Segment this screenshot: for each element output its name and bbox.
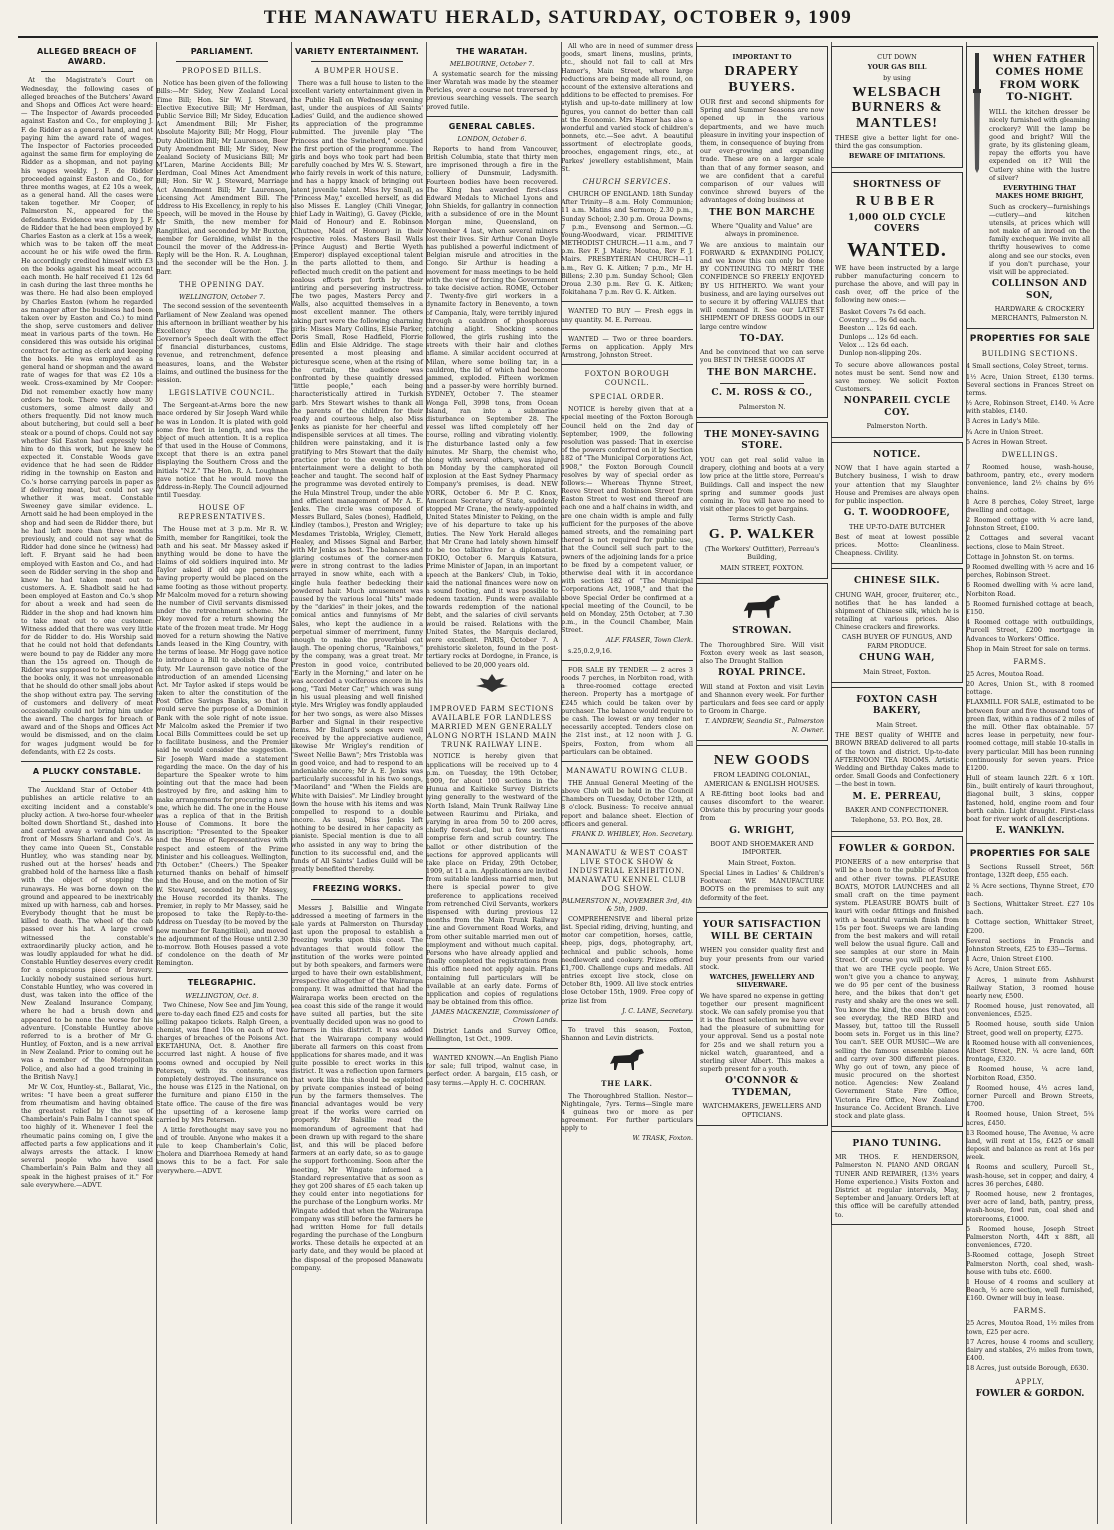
list-item: 5 Roomed house, south side Union Street, good well on property, £275. (966, 1020, 1094, 1037)
list-item: 1 Acre, Union Street £100. (966, 955, 1054, 964)
ad-body: WE have been instructed by a large rubber manufacturing concern to purchase the above, and will pay in cash over, off the price of the following new ones:— (835, 263, 959, 305)
ad-subtitle: 1,000 OLD CYCLE COVERS (848, 212, 946, 235)
ad-body: THESE give a better light for one-third the gas consumption. (835, 134, 959, 151)
article-heading: GENERAL CABLES. (448, 121, 536, 131)
property-heading: PROPERTIES FOR SALE (969, 333, 1091, 344)
price-item: Coventry ... 9s 6d each. (839, 315, 917, 324)
dateline: PALMERSTON N., NOVEMBER 3rd, 4th & 5th, 1909. (561, 896, 693, 914)
classified-ad: WANTED — Two or three boarders. Terms on application. Apply Mrs Armstrong, Johnston Street. (561, 334, 693, 360)
article-body: All who are in need of summer dress goods, smart linens, muslins, prints, etc., should not fail to call at Mrs Hamer's, Main Street, where large reductions are being made all round, on account of the extensive alterations and additions to be effected to premises. For stylish and up-to-date millinery at low figures, you cannot do better than call at the Economic. Mrs Hamer has also a wonderful and varied stock of children's bonnets, etc.—See advt. A beautiful assortment of electroplate goods, brooches, engagement rings, etc., at Parkes' jewellery establishment, Main St. (561, 42, 693, 173)
ad-subtitle: Main Street. (876, 720, 918, 729)
ad-subtitle: HARDWARE & CROCKERY MERCHANTS, Palmerston N. (991, 305, 1088, 322)
ad-body: Will stand at Foxton and visit Levin and Shannon every week. For further particulars and fees see card or apply to Groom in Charge. (700, 682, 824, 716)
ad-place: MAIN STREET, FOXTON. (720, 563, 804, 572)
property-subheading: FARMS. (1013, 1307, 1047, 1316)
ad-headline: CHINESE SILK. (854, 575, 940, 586)
notice-footer: s.25,0.2,9,16. (568, 646, 612, 655)
list-item: Cottage in Johnston St. on terms. (966, 552, 1075, 561)
list-item: 4 Small sections, Coley Street, terms. (966, 362, 1089, 371)
gas-mantle-ad (831, 46, 963, 168)
horse-icon (604, 1046, 650, 1074)
ad-body: To secure above allowances postal notes must be sent. Send now and save money. We solicit Foxton Customers. (835, 360, 959, 394)
list-item: Hull of steam launch 22ft. 6 x 10ft. 6in., built entirely of kauri throughout, diagonal built, 3 skins, copper fastened, hold, engine room and four berth cabin. Light draught. First-class boat for river work of all descriptions. (966, 774, 1094, 824)
ad-company: C. M. ROSS & CO., (711, 388, 813, 399)
ad-subtitle: WATCHES, JEWELLERY AND SILVERWARE. (709, 972, 815, 990)
article-body: The Auckland Star of October 4th publishes an article relative to an exciting incident and a constable's plucky action. A two-horse four-wheeler bolted down Shortland St., dashed into and carried away a verandah post in front of Messrs Sharland and Co's. As they came into Queen St., Constable Huntley, who was standing near by, rushed out at the horses' heads and grabbed hold of the harness like a flash with the object of stopping the runaways. He was borne down on the ground and appeared to be inextricably mixed up with harness, cab and horses. Everybody thought that he must be killed to death. The wheel of the cab passed over his hat. A large crowd witnessed the constable's extraordinarily plucky action, and he was loudly applauded for what he did. Constable Huntley deserves every credit for a conspicuous piece of bravery. Luckily nobody sustained serious hurt. Constable Huntley, who was covered in dust, was taken into the office of the New Zealand Insurance Company, where he had a brush down and appeared to be none the worse for his adventure. [Constable Huntley above referred to is a brother of Mr G. Huntley, of Foxton, and is a new arrival in New Zealand. Prior to coming out he was a member of the Metropolitan Police, and also had a good training in the British Navy.] (21, 786, 153, 1081)
list-item: Shop in Main Street for sale on terms. (966, 644, 1091, 653)
notice-heading: IMPROVED FARM SECTIONS AVAILABLE FOR LANDLESS MARRIED MEN GENERALLY ALONG NORTH ISLAND MAIN TRUNK RAILWAY LINE. (426, 704, 558, 749)
article-heading: TELEGRAPHIC. (187, 978, 257, 988)
section-heading: PROPOSED BILLS. (182, 67, 262, 76)
ad-body: A RE-fitting boot looks bad and causes discomfort to the wearer. Obviate this by procuring your goods from (700, 789, 824, 823)
ad-store-name: G. T. WOODROOFE, (843, 508, 951, 519)
ad-store-name: COLLINSON AND SON, (991, 279, 1088, 301)
ad-headline: NOTICE. (873, 449, 921, 460)
ad-kicker: CUT DOWN (877, 53, 917, 61)
ad-kicker: IMPORTANT TO (732, 53, 792, 61)
ad-store-name: CHUNG WAH, (859, 653, 935, 664)
notice-heading: FOXTON BOROUGH COUNCIL. (584, 370, 670, 388)
ad-headline: FOWLER & GORDON. (838, 843, 956, 854)
church-services: CHURCH OF ENGLAND. 18th Sunday After Trinity—8 a.m. Holy Communion; 11 a.m. Matins and Sermon; 2.30 p.m., Sunday School; 2.30 p.m. Oroua Downs; 7 p.m., Evensong and Sermon.—G. Young-Woodward, vicar. PRIMITIVE METHODIST CHURCH.—11 a.m., and 7 p.m. Rev F. J. Mairs; Moutoa, Rev F. J. Mairs. PRESBYTERIAN CHURCH—11 a.m., Rev G. K. Aitken; 7 p.m., Mr H. Billens; 2.30 p.m. Sunday School; Glen Oroua 2.30 p.m. Rev G. K. Aitken; Tokitahana 7 p.m. Rev G. K. Aitken. (561, 189, 693, 297)
property-list (966, 1319, 1094, 1372)
notice-body: COMPREHENSIVE and liberal prize list. Special riding, driving, hunting, and motor car competition, horses, cattle, sheep, pigs, dogs, photography, art, technical and public schools, home needlework and cookery. Prizes offered £1,700. Challenge cups and medals. All entries except live stock, close on October 8th, 1909. All live stock entries close October 15th, 1909. Free copy of prize list from (561, 914, 693, 1005)
list-item: 7 Roomed house, new 2 frontages, over acre of land, bath, pantry, press, wash-house, fowl run, coal shed and storerooms, £1000. (966, 1190, 1094, 1223)
ad-store-name: O'CONNOR & TYDEMAN, (725, 1076, 799, 1098)
property-subheading: FARMS. (1013, 657, 1047, 666)
article-heading: FREEZING WORKS. (312, 884, 402, 894)
ad-subtitle: FROM LEADING COLONIAL, AMERICAN & ENGLISH HOUSES. (704, 771, 820, 788)
ad-body: And be convinced that we can serve you BEST IN THESE GOODS AT (700, 348, 824, 365)
masthead (18, 6, 1098, 38)
column-1 (18, 42, 157, 1524)
divider (561, 364, 693, 365)
list-item: 4 Roomed cottage with outbuildings, Purcell Street, £200 mortgage in Advances to Workers' Office. (966, 618, 1094, 643)
piano-tuning-ad (831, 1131, 963, 1226)
ad-body: CHUNG WAH, grocer, fruiterer, etc., notifies that he has landed a shipment of Chinese silk, which he is retailing at various prices. Also Chinese crackers and fireworks. (835, 590, 959, 632)
divider (561, 761, 693, 762)
ad-body: OUR first and second shipments for Spring and Summer Seasons are now opened up in the various departments, and we have much pleasure in inviting your inspection of them, in consequence of buying from our ever-growing and expanding trade. These are on a larger scale than that of any former season, and we are confident that a careful comparison of our values will convince shrewd buyers of the advantages of doing business at (700, 98, 824, 205)
ad-emphasis: TO-DAY. (739, 333, 785, 344)
ad-headline: RUBBER (855, 194, 939, 210)
section-heading: THE OPENING DAY. (179, 280, 265, 289)
article-heading: VARIETY ENTERTAINMENT. (294, 47, 420, 56)
article-body: Reports to hand from Vancouver, British Columbia, state that thirty men are imprisoned through a fire in the colliery of Dunsmuir, Ladysmith. Fourteen bodies have been recovered. The King has awarded first-class Edward Medals to Michael Lyons and John Shields, for gallantry in connection with a subsidence of ore in the Mount Morgan mine, Queensland, on November 4 last, when several miners lost their lives. Sir Arthur Conan Doyle has published a powerful indictment of Belgian misrule and atrocities in the Congo. Sir Arthur is heading a movement for mass meetings to be held with the view of forcing the Government to take decisive action. ROME, October 7. Twenty-five girl workers in a dynamite factory in Benevento, a town of Campania, Italy, were terribly injured through a cauldron of phosphorous catching alight. Shocking scenes followed, the girls rushing into the streets with their hair and clothes aflame. A similar accident occurred at Milan, where some boiling tar, in a cauldron, the lid of which had become jammed, exploded. Fifteen workmen and a passer-by were horribly burned. SYDNEY, October 7. The steamer Wonga Fell, 3998 tons, from Ocean Island, ran into a submarine disturbance on September 28. The vessel was lifted completely off her course, rolling and vibrating violently. The disturbance lasted only a few minutes. Mr Sharp, the chemist who, along with several others, was injured on Monday by the camphorated oil explosion at the East Sydney Pharmacy Company's premises, is dead. NEW YORK, October 6. Mr P. C. Knox, American Secretary of State, suddenly stopped Mr Crane, the newly-appointed United States Minister to Peking, on the eve of his departure to take up his duties. The New York Herald alleges that Mr Crane had lately shown himself to be too talkative for a diplomatist. TOKIO, October 6. Marquis Katsura, Prime Minister of Japan, in an important speech at the Bankers' Club, in Tokio, said the national finances were now on a sound footing, and it was possible to redeem taxation. Funds were available towards redemption of the national debt, and the salaries of civil servants would be raised. Relations with the United States, the Marquis declared, were excellent. PARIS, October 7. A prehistoric skeleton, found in the post-tertiary rocks at Dordogne, in France, is believed to be 20,000 years old. (426, 144, 558, 669)
list-item: 18 Acres, just outside Borough, £630. (966, 1364, 1089, 1373)
list-item: 2 Roomed cottage with ¼ acre land, Johnston Street, £100. (966, 516, 1094, 533)
price-item: Basket Covers 7s 6d each. (839, 307, 926, 316)
notice-signature: JAMES MACKENZIE, Commissioner of Crown Lands. (431, 1008, 558, 1025)
list-item: ½ Acre, Union Street £65. (966, 965, 1052, 974)
boots-ad (696, 745, 828, 908)
article-body: Notice has been given of the following Bills:—Mr Sidey, New Zealand Local Time Bill; Hon. Sir W. J. Steward, Elective Executive Bill; Mr Herdman, Public Service Bill; Mr Sidey, Education Act Amendment Bill; Mr Fisher, Absolute Majority Bill; Mr Hogg, Flour Duty Abolition Bill; Mr Laurenson, Beer Duty Amendment Bill; Mr Sidey, New Zealand Society of Musicians Bill; Mr M'Laren, Marine Accidents Bill; Mr Herdman, Coal Mines Act Amendment Bill; Hon. Sir W. J. Steward, Marriage Act Amendment Bill; Mr Laurenson, Licensing Act Amendment Bill. The address to His Excellency, in reply to his Speech, will be moved in the House by Mr Smith, the new member for Rangitikei, and seconded by Mr Buxton, member for Geraldine, whilst in the Council the mover of the Address-in-Reply will be the Hon. R. A. Loughnan, and the seconder will be the Hon. J. Barr. (156, 79, 288, 276)
list-item: 1½ Acre, Union Street, £130 terms. Several sections in Frances Street on terms. (966, 372, 1094, 397)
list-item: 20 Acres, Union St., with 8 roomed cottage. (966, 680, 1094, 697)
divider (561, 1020, 693, 1021)
price-item: Velox ... 12s 6d each. (839, 340, 909, 349)
notice-heading: MANAWATU & WEST COAST LIVE STOCK SHOW & INDUSTRIAL EXHIBITION. MANAWATU KENNEL CLUB DOG SHOW. (565, 849, 689, 893)
divider (41, 781, 133, 782)
ad-body: WHEN you consider quality first and buy your presents from our varied stock. (700, 946, 824, 971)
knife-icon (970, 53, 984, 175)
divider (561, 329, 693, 330)
section-heading: HOUSE OF REPRESENTATIVES. (178, 504, 266, 522)
list-item: 3 Sections, Whittaker Street. £27 10s each. (966, 900, 1094, 917)
advertisement-text: Mr W. Cox, Huntley-st., Ballarat, Vic., writes: "I have been a great sufferer from rheumatism and having obtained the greatest relief by the use of Chamberlain's Pain Balm I cannot speak too highly of it. Whenever I feel the rheumatic pains coming on, I give the affected parts a few applications and it always arrests the attack. I know several people who have used Chamberlain's Pain Balm and they all speak in the highest praises of it." For sale everywhere.—ADVT. (21, 1082, 153, 1189)
article-heading: PARLIAMENT. (190, 47, 254, 56)
ad-body: Such as crockery—furnishings—cutlery—and kitchen utensils, at prices which will not make of an inroad on the family exchequer. We invite all thrifty housewives to come along and see our stocks, even if you don't purchase, your visit will be appreciated. (989, 202, 1090, 276)
divider (561, 660, 693, 661)
column-6 (693, 42, 832, 1524)
ad-place: Palmerston North. (866, 422, 928, 431)
ad-headline: DRAPERY BUYERS. (724, 64, 800, 95)
notice-subheading: SPECIAL ORDER. (589, 393, 665, 402)
ad-headline: FOXTON CASH BAKERY, (856, 694, 938, 717)
ad-headline: THE MONEY-SAVING STORE. (704, 429, 820, 452)
stallion-name: THE LARK. (601, 1078, 653, 1088)
ad-motto: Where "Quality and Value" are always in prominence. (711, 222, 813, 239)
dateline: WELLINGTON, Oct. 8. (185, 991, 259, 1000)
cycle-covers-ad (831, 172, 963, 438)
divider (311, 899, 403, 900)
list-item: 25 Acres, Moutoa Road. (966, 669, 1044, 678)
stallion-name: ROYAL PRINCE. (718, 668, 806, 679)
ad-subtitle: THE UP-TO-DATE BUTCHER (849, 522, 945, 531)
stallion-ad: To travel this season, Foxton, Shannon and Levin districts. (561, 1026, 693, 1043)
article-heading: A PLUCKY CONSTABLE. (32, 767, 142, 777)
ad-body: MR THOS. F. HENDERSON, Palmerston N. PIANO AND ORGAN TUNER AND REPAIRER, (13½ years Home experience.) Visits Foxton and District at regular intervals, May, September and January. Orders left at this office will be carefully attended to. (835, 1153, 959, 1219)
ad-store-name: G. WRIGHT, (729, 825, 795, 836)
notice-signature: FRANK D. WHIBLEY, Hon. Secretary. (571, 829, 693, 838)
list-item: 8 Roomed house, ¼ acre land, Norbiton Road, £350. (966, 1065, 1094, 1082)
ad-subtitle: WATCHMAKERS, JEWELLERS AND OPTICIANS. (702, 1102, 822, 1119)
ad-body: PIONEERS of a new enterprise that will be a boon to the public of Foxton and other river towns. PLEASURE BOATS, MOTOR LAUNCHES and all small craft on the time payment system. PLEASURE BOATS built of kauri with cedar fittings and finished with a beautiful varnish finish from 15s per foot. Sweeps we are landing from the best makers and will retail well below the usual figure. Call and see samples at our store in Main Street. Of course you will not forget that we are THE cycle people. We won't give you a chance to anyway, we do 95 per cent of the business here, and the bikes that don't get rusty and shaky are the ones we sell. You know the kind, the ones that you see everyday, the RED BIRD and Massey, but, tattoo till the Russell boom sets in. Forget us in this line? You can't. SEE OUR MUSIC—We are selling the famous ensemble pianos and carry over 300 different pieces. Why go out of town, any piece of music procured on the shortest notice. Agencies: New Zealand Government State Fire Office, Victoria Fire Office, New Zealand Insurance Co. Accident Branch. Live stock and plate glass. (835, 858, 959, 1121)
list-item: 7 Acres, 1 minute from Ashhurst Railway Station, 3 roomed house nearly new, £500. (966, 975, 1094, 1000)
stallion-details: The Thoroughbred Stallion. Nestor—Nightingale, 7yrs. Terms—Single mare 4 guineas two or more as per agreement. For further particulars apply to (561, 1091, 693, 1133)
ad-subtitle: BAKER AND CONFECTIONER. (845, 806, 949, 815)
article-body: A systematic search for the missing liner Waratah was made by the steamer Pericles, over a course not traversed by previous searching vessels. The search proved futile. (426, 69, 558, 111)
list-item: 7 Roomed house, wash-house, bathroom, pantry, etc., every modern convenience, land 2½ chains by 6½ chains. (966, 462, 1094, 496)
column-8 (963, 42, 1098, 1524)
divider (21, 761, 153, 762)
ad-place: Main Street, Foxton. (863, 667, 931, 676)
property-list (966, 863, 1094, 1302)
crockery-ad (966, 46, 1094, 329)
list-item: FLAXMILL FOR SALE, estimated to be between four and five thousand tons of green flax, within a radius of 2 miles of the mill. Other flax obtainable. 57 acres lease in perpetuity, new four-roomed cottage, mill stable 10-stalls in every particular. Mill has been running continuously for seven years. Price £1200. (966, 698, 1094, 772)
notice-body: NOTICE is hereby given that at a special meeting of the Foxton Borough Council held on the 2nd day of September, 1909, the following resolution was passed: That in exercise of the powers conferred on it by Section 182 of "The Municipal Corporations Act, 1908," the Foxton Borough Council resolves by way of special order as follows:— Whereas Thynne Street, Reeve Street and Robinson Street from Easton Street to west end thereof are each one and a half chains in width, and are one chain width is ample and fully sufficient for the purposes of the above named streets, and the remaining part thereof is not required for public use, that the Council sell such part to the owners of the adjoining lands for a price to be fixed by a competent valuer, or otherwise deal with it in accordance with section 182 of "The Municipal Corporations Act, 1908," and that the above Special Order be confirmed at a special meeting of the Council, to be held on Monday, 25th October, at 7.30 p.m., in the Council Chamber, Main Street. (561, 405, 693, 635)
stallion-name: STROWAN. (732, 626, 792, 637)
article-body: There was a full house to listen to the excellent variety entertainment given in the Public Hall on Wednesday evening last, under the auspices of All Saints' Ladies' Guild, and the audience showed its appreciation of the programme submitted. The juvenile play "The Princess and the Swineherd," occupied the first portion of the programme. The girls and boys who took part had been carefully coached by Mrs W. S. Stewart, who fairly revels in work of this nature, and has a happy knack of bringing out latent juvenile talent. Miss Ivy Small, as "Princess May," excelled herself, as did also Misses E. Langley (Chili Vinegar, chief Lady in Waiting), G. Gavey (Pickle, Maid of Honour) and E. Robinson (Chutnee, Maid of Honour) in their respective roles. Masters Basil Walls (Prince August) and Bertie Wyeth (Emperor) displayed exceptional talent in the parts allotted to them, and reflected much credit on the patient and zealous efforts put forth by their untiring and persevering instructress. The two pages, Masters Percy and Walls, also acquitted themselves in a most excellent manner. The others taking part were the following charming girls: Misses Mary Collins, Elsie Parker, Doris Small, Rose Hadfield, Florrie Edlin and Elsie Aldridge. The stage presented a most pleasing and picturesque scene, when at the rising of the curtain, the audience was confronted by these quaintly dressed "little people," each being characteristically attired in Turkish garb. Mrs Stewart wishes to thank all the parents of the children for their ready and courteous help, also Miss Jenks as pianiste for her cheerful and indispensible services at all times. The children were painstaking, and it is gratifying to Mrs Stewart that the daily practice prior to the evening of the entertainment were a delight to both teacher and taught. The second half of the programme was devoted entirely to the Hula Minstrel Troup, under the able and efficient management of Mr A. E. Jenks. The circle was composed of Messrs Bullard, Sales (bones), Hadfield, Lindley (tambos.), Preston and Wrigley; Mesdames Tristobla, Wrigley, Clemett, Healey, and Misses Signal and Barber, with Mr Jenks as host. The balances and glaring costumes of the corner-men were in strong contrast to the ladies arrayed in snow white, each with a single hula feather bedecking their powdered hair. Much amusement was caused by the various local "hits" made by the "darkies" in their jokes, and the comical antics and funnyisms of Mr Sales, who kept the audience in a perpetual simmer of merriment, funny enough to make the proverbial cat laugh. The opening chorus, "Rainbows," by the company, was a great treat. Mr Preston in good voice, contributed "Early in the Morning," and later on he was accorded a vociferous encore in his song, "Taxi Meter Car," which was sung in his usual pleasing and well finished style. Mrs Wrigley was fondly applauded for her two songs, as were also Misses Barber and Signal in their respective items. Mr Bullard's songs were well received by the appreciative audience, likewise Mr Wrigley's rendition of "Sweet Nellie Bawn"; Mrs Tristobla was in good voice, and had to respond to an undeniable encore; Mr A. E. Jenks was particularly successful in his two songs, "Maoriland" and "When the Fields are White with Daisies". Mr Lindley brought down the house with his items and was compelled to respond to a double encore. As usual, Miss Jenks left nothing to be desired in her capacity as pianiste. Special mention is due to all who assisted in any way to bring the function to its successful end, and the funds of All Saints' Ladies Guild will be greatly benefited thereby. (291, 79, 423, 874)
ad-place: Main Street, Foxton. (728, 858, 796, 867)
list-item: Several sections in Francis and Johnston Streets, £25 to £35—Terms. (966, 936, 1094, 953)
list-item: 1 Cottage section, Whittaker Street, £200. (966, 918, 1094, 935)
notice-signature: ALF. FRASER, Town Clerk. (605, 636, 693, 645)
agent-name: E. WANKLYN. (995, 826, 1065, 837)
crest-icon (426, 672, 558, 700)
list-item: ¾ Acre in Union Street. (966, 427, 1044, 436)
list-item: 9 Roomed dwelling with ½ acre and 16 perches, Robinson Street. (966, 563, 1094, 580)
divider (561, 301, 693, 302)
notice-body: THE Annual General Meeting of the above Club will be held in the Council Chambers on Tuesday, October 12th, at 8 o'clock. Business: To receive annual report and balance sheet. Election of officers and general. (561, 778, 693, 828)
list-item: 2 ¼ Acre sections, Thynne Street, £70 each. (966, 881, 1094, 898)
section-heading: LEGISLATIVE COUNCIL. (168, 389, 276, 398)
ad-kicker: SHORTNESS OF (852, 179, 942, 190)
property-subheading: BUILDING SECTIONS. (981, 350, 1079, 359)
notice-body: NOTICE is hereby given that applications will be received up to 4 p.m. on Tuesday, the 19th October, 1909, for about 100 sections in the Hunua and Kaitieke Survey Districts lying generally to the westward of the North Island, Main Trunk Railway Line between Raurimu and Piriaka, and varying in area from 50 to 200 acres, chiefly forest-clad, but a few sections comprise fern and scrub country. The ballot or other distribution of the sections for approved applicants will take place on Friday, 29th October, 1909, at 11 a.m. Applications are invited from suitable landless married men, but there is special power to give preference to applications received from retrenched Civil Servants, workers dispensed with during previous 12 months from the Main Trunk Railway Line and Government Road Works, and from other suitable married men out of employment and without much capital. Persons who have already applied and finally completed the registrations from this office need not apply again. Plans containing full particulars will be available at an early date. Forms of application and copies of regulations may be obtained from this office. (426, 752, 558, 1007)
list-item: 3 Sections Russell Street, 56ft frontage, 132ft deep, £55 each. (966, 863, 1094, 880)
list-item: 6 Roomed dwelling with ¼ acre land, Norbiton Road. (966, 581, 1094, 598)
notice-footer: District Lands and Survey Office, Wellington, 1st Oct., 1909. (426, 1026, 558, 1043)
article-body: The second session of the seventeenth Parliament of New Zealand was opened this afternoon in brilliant weather by his Excellency the Governor. The Governor's Speech dealt with the effect of financial disturbances, customs, revenue, and retrenchment, defence measures, loans, and the Webster claims, and outlined the business for the session. (156, 302, 288, 385)
article-heading: ALLEGED BREACH OF AWARD. (37, 47, 137, 67)
column-2 (153, 42, 292, 1524)
advertisement-text: A little forethought may save you no end of trouble. Anyone who makes it a rule to keep Chamberlain's Colic, Cholera and Diarrhoea Remedy at hand knows this to be a fact. For sale everywhere.—ADVT. (156, 1125, 288, 1175)
ad-headline: YOUR SATISFACTION WILL BE CERTAIN (702, 920, 822, 942)
section-heading: CHURCH SERVICES. (582, 178, 672, 186)
ad-store-name: M. E. PERREAU, (852, 791, 942, 802)
ad-body: THE BEST quality of WHITE and BROWN BREAD delivered to all parts of the town and district. Up-to-date AFTERNOON TEA ROOMS. Artistic Wedding and Birthday Cakes made to order. Small Goods and Confectionery—the best in town. (835, 731, 959, 789)
price-list (839, 308, 955, 358)
list-item: 3 Acres in Lady's Mile. (966, 417, 1040, 426)
dateline: WELLINGTON, October 7. (179, 292, 265, 301)
property-heading: PROPERTIES FOR SALE (969, 848, 1091, 859)
article-heading: THE WARATAH. (456, 47, 528, 56)
bakery-ad (831, 687, 963, 832)
divider (291, 878, 423, 879)
notice-signature: J. C. LANE, Secretary. (622, 1006, 693, 1015)
property-subheading: DWELLINGS. (1001, 451, 1059, 459)
apply-label: APPLY, (1015, 1377, 1045, 1386)
list-item: 25 Acres, Moutoa Road, 1½ miles from town, £25 per acre. (966, 1319, 1094, 1336)
horse-icon (737, 592, 787, 622)
list-item: 5 Roomed furnished cottage at beach, £150. (966, 599, 1094, 616)
article-body: The Sergeant-at-Arms bore the new mace ordered by Sir Joseph Ward while he was in London. It is plated with gold some five feet in length, and was the object of much attention. It is a replica of that used in the House of Commons, except that there is an extra panel displaying the Southern Cross and the initials "N.Z." The Hon. R. A. Loughnan gave notice that he would move the Address-in-Reply. The Council adjourned until Tuesday. (156, 401, 288, 500)
divider (426, 1048, 558, 1049)
article-body: The House met at 3 p.m. Mr R. W. Smith, member for Rangitikei, took the oath and his seat. Mr Massey asked if anything would be done to have the claims of old soldiers inquired into. Mr Taylor asked if old age pensioners having property would be placed on the same footing as those without property. Mr Malcolm moved for a return showing the number of Civil servants dismissed under the retrenchment scheme. Mr Okey moved for a return showing the state of the frozen meat trade. Mr Hogg moved for a return showing the Native Lands leased in the King Country, with the terms of lease. Mr Hogg gave notice to introduce a Bill to abolish the flour duty. Mr Laurenson gave notice of the introduction of an amended Licensing Act. Mr Taylor asked if steps would be taken to alter the constitution of the Post Office Savings Banks, so that it would serve the purpose of a Dominion Bank with the sole right of note issue. Mr Malcolm asked the Premier if two Local Bills Committees could be set up to facilitate business, and the Premier said he would consider the suggestion. Sir Joseph Ward made a statement regarding the mace. On the day of his departure the Speaker wrote to him pointing out that the mace had been destroyed by fire, and asking him to make arrangements for procuring a new one, which he did. The one in the House was a replica of that in the British House of Commons. It bore the inscription: "Presented to the Speaker and the House of Representatives with respect and esteem of the Prime Minister and his colleagues. Wellington, 7th October." (Cheers.) The Speaker returned thanks on behalf of himself and the House, and on the motion of Sir W. Steward, seconded by Mr Massey, the House recorded its thanks. The Premier, in reply to Mr Massey, said he proposed to take the Reply-to-the-Address on Tuesday (to be moved by the new member for Rangitikei), and moved the adjournment of the House until 2.30 to-morrow. Both Houses passed a vote of condolence on the death of Mr Remington. (156, 525, 288, 968)
divider (311, 61, 403, 62)
ad-place: Palmerston N. (738, 402, 786, 411)
drapery-ad (696, 46, 828, 418)
ad-store-name: THE BON MARCHE (708, 207, 816, 218)
ad-store-name: NONPAREIL CYCLE COY. (843, 396, 951, 418)
ad-subtitle: BOOT AND SHOEMAKER AND IMPORTER. (710, 840, 814, 857)
ad-body: Special Lines in Ladies' & Children's Footwear. WE MANUFACTURE BOOTS on the premises to suit any deformity of the feet. (700, 869, 824, 902)
property-list (966, 463, 1094, 653)
list-item: 1 House of 4 rooms and scullery at Beach, ½ acre section, well furnished, £160. Owner will buy in lease. (966, 1277, 1094, 1303)
ad-headline: WANTED. (847, 238, 947, 261)
list-item: 2 Cottages and several vacant sections, close to Main Street. (966, 534, 1094, 551)
classified-ad: WANTED KNOWN.—An English Piano for sale; full tripod, walnut case, in perfect order. A bargain, £15 cash, or easy terms.—Apply H. C. COCHRAN. (426, 1054, 558, 1087)
property-list (966, 670, 1094, 823)
dateline: LONDON, October 6. (457, 135, 527, 144)
list-item: 4 Roomed house with all conveniences, Albert Street, P.N. ¼ acre land, 60ft frontage, £320. (966, 1038, 1094, 1064)
ad-body: WILL the kitchen dresser be nicely furnished with gleaming crockery? Will the lamp be good and bright? Will the grate, by its glistening gleam, repay the efforts you have expended on it? Will the Cutlery shine with the lustre of silver? (989, 108, 1090, 182)
list-item: ½ Acre, Robinson Street, £140. ¼ Acre with stables, £140. (966, 399, 1094, 416)
list-item: 5 Roomed house, Joseph Street Palmerston North, 44ft x 88ft, all conveniences, £720. (966, 1224, 1094, 1250)
jewellery-ad (696, 912, 828, 1126)
money-saving-ad (696, 422, 828, 579)
fowler-gordon-ad (831, 836, 963, 1127)
ad-headline: PIANO TUNING. (852, 1138, 942, 1149)
ad-body: We have spared no expense in getting together our present magnificent stock. We can safely promise you that it is the finest selection we have ever had the pleasure of submitting for your approval. Send us a postal note for 25s and we shall return you a nickel watch, guaranteed, and a sterling silver Albert. This makes a superb present for a youth. (700, 991, 824, 1074)
ad-headline: NEW GOODS (713, 752, 811, 768)
column-3 (288, 42, 427, 1524)
column-5 (558, 42, 697, 1524)
ad-phone: Telephone, 53. P.O. Box, 28. (851, 816, 943, 825)
ad-footer: BEWARE OF IMITATIONS. (848, 152, 946, 161)
classified-ad: WANTED TO BUY — Fresh eggs in any quantity. M. E. Perreau. (561, 307, 693, 324)
ad-terms: Terms Strictly Cash. (728, 515, 796, 524)
column-7 (828, 42, 967, 1524)
price-item: Dunlop non-slipping 20s. (839, 349, 922, 358)
ad-signature: T. ANDREW, Seandia St., Palmerston N. Owner. (704, 717, 824, 734)
stallion-owner: W. TRASK, Foxton. (632, 1134, 693, 1143)
list-item: 7 Roomed house, just renovated, all conveniences, £525. (966, 1002, 1094, 1019)
ad-store-name: THE BON MARCHE. (707, 367, 817, 378)
list-item: 4 Rooms and scullery, Purcell St., wash-house, set in copper, and dairy, 4 acres 36 perches, £480. (966, 1163, 1094, 1188)
article-body: Messrs J. Balsillie and Wingate addressed a meeting of farmers in the sale yards at Palmerston on Thursday last upon the proposal to establish a freezing works upon this coast. The advantages that would follow the institution of the works were pointed out by both speakers, and farmers were urged to have their own establishment, irrespective altogether of the Wairarapa company. It was admitted that had the Wairarapa works been erected on the sea coast this side of the range it would have suited all parties, but the site eventually decided upon was no good to farmers in this district. It was added that the Wairarapa company would liberate all farmers on this coast from applications for shares made, and it was quite possible to erect works in this district. It was a reflection upon farmers that work like this should be exploited by private companies instead of being run by the farmers themselves. The financial advantages would be very great if the works were carried on properly. Mr Balsillie read the memorandum of agreement that had been drawn up with regard to the share list, and this will be placed before farmers at an early date, so as to gauge the support forthcoming. Soon after the meeting, Mr Wingate informed a Standard representative that as soon as they got 200 shares of £5 each taken up they could enter into negotiations for the purchase of the Longburn works. Mr Wingate added that when the Wairarapa company was still before the farmers he had written Home for full details regarding the purchase of the Longburn works. These details he expected at an early date, and they would be placed at the disposal of the proposed Manawatu company. (291, 903, 423, 1272)
ad-headline: WHEN FATHER COMES HOME FROM WORK TO-NIGHT. (993, 54, 1086, 104)
classified-ad: FOR SALE BY TENDER — 2 acres 3 roods 7 perches, in Norbiton road, with a three-roomed cottage erected thereon. Property has a mortgage of £245 which could be taken over by purchaser. The balance would require to be cash. The lowest or any tender not necessarily accepted. Tenders close on the 21st inst., at 12 noon with J. G. Speirs, Foxton, from whom all particulars can be obtained. (561, 665, 693, 756)
ad-subtitle: (The Workers' Outfitter), Perreau's Building, (704, 545, 820, 562)
ad-body: YOU can get real solid value in drapery, clothing and boots at a very low price at the little store, Perreau's Buildings. Call and inspect the new spring and summer goods just coming in. You will have no need to visit other places to get bargains. (700, 456, 824, 514)
article-body: Two Chinese, Now See and Jim Young, were to-day each fined £25 and costs for selling pakapoo tickets. Ralph Green, a chemist, was fined 10s on each of two charges of breaches of the Poisons Act. EKETAHUNA, Oct. 8. Another fire occurred last night. A house of five rooms owned and occupied by Neil Petersen, with its contents, was completely destroyed. The insurance on the house was £125 in the National, on the furniture and piano £150 in the State office. The cause of the fire was the upsetting of a kerosene lamp carried by Mrs Petersen. (156, 1001, 288, 1124)
divider (41, 71, 133, 72)
list-item: 7 Roomed house, 4½ acres land, corner Purcell and Brown Streets, £700. (966, 1083, 1094, 1109)
ad-body: The Thoroughbred Sire. Will visit Foxton every week as last season, also The Draught Stallion (700, 640, 824, 666)
list-item: 5 Acres in Howan Street. (966, 437, 1048, 446)
agent-name: FOWLER & GORDON. (975, 1389, 1085, 1400)
divider (426, 116, 558, 117)
dateline: MELBOURNE, October 7. (449, 60, 535, 69)
divider (966, 843, 1094, 844)
section-heading: A BUMPER HOUSE. (314, 67, 400, 76)
butcher-notice-ad (831, 442, 963, 564)
ad-kicker: YOUR GAS BILL (867, 63, 927, 72)
newspaper-title: THE MANAWATU HERALD, SATURDAY, OCTOBER 9, 1909 (263, 7, 853, 28)
list-item: 3-Roomed cottage, Joseph Street Palmerston North, coal shed, wash-house with tubs etc. £600. (966, 1251, 1094, 1276)
divider (561, 843, 693, 844)
divider (720, 383, 804, 384)
ad-subtitle: CASH BUYER OF FUNGUS, AND FARM PRODUCE. (841, 633, 953, 650)
ad-store-name: G. P. WALKER (708, 526, 816, 542)
ad-body: NOW that I have again started a Butchery business, I wish to draw your attention that my Slaughter House and Premises are always open for public inspection. (835, 464, 959, 505)
chinese-silk-ad (831, 568, 963, 683)
list-item: 1 Acre 8 perches, Coley Street, large dwelling and cottage. (966, 497, 1094, 514)
divider (156, 972, 288, 973)
list-item: 4 Roomed house, Union Street, 5¼ acres, £450. (966, 1110, 1094, 1127)
ad-subtitle: EVERYTHING THAT MAKES HOME BRIGHT, (995, 183, 1084, 201)
ad-kicker: by using (883, 73, 911, 82)
ad-body: We are anxious to maintain our FORWARD & EXPANDING POLICY, and we know this can only be done BY CONTINUING TO MERIT THE CONFIDENCE SO FREELY ENJOYED BY US HITHERTO. We want your business, and are laying ourselves out to secure it by offering VALUES that will command it. See our LATEST SHIPMENT OF DRESS GOODS in our large centre window (700, 240, 824, 331)
price-item: Dunlops ... 12s 6d each. (839, 332, 919, 341)
list-item: 17 Acres, house 4 rooms and scullery, dairy and stables, 2½ miles from town, £400. (966, 1337, 1094, 1363)
ad-body: Best of meat at lowest possible prices. Motto: Cleanliness. Cheapness. Civility. (835, 532, 959, 558)
article-body: At the Magistrate's Court on Wednesday, the following cases of alleged breaches of the Butchers' Award and Shops and Offices Act were heard:— The Inspector of Awards proceeded against Easton and Co., for employing J. F. de Ridder as a general hand, and not paying him the award rate of wages. The Inspector of Factories proceeded against the same firm for employing de Ridder as a shopman, and not paying his wages weekly. J. F. de Ridder proceeded against Easton and Co., for three months wages, at £2 10s a week, as a general hand. All the cases were taken together. Mr Cooper, of Palmerston N., appeared for the defendants. Evidence was given by J. F. de Ridder that he had been employed by Charles Easton as a clerk at 15s a week, which was to be taken off the meat account he or his wife owed the firm. He accordingly credited himself with £3 on the books against his meat account each month. He half received £1 12s 6d in cash during the last three months he was there. He had also been employed by Charles Easton (whom he regarded as manager after the business had been taken over by Easton and Co.) to mind the shop, serve customers and deliver meat in various parts of the town. He considered this was outside his original contract for acting as clerk and keeping the books. He was employed as a general hand or shopman and the award rate of wages for that was £2 10s a week. Cross-examined by Mr Cooper: Did not remember exactly how many orders he took. There were about 30 customers, some almost daily and others frequently. Did not know much about butchering, but could sell a beef steak or a pound of chops. Could not say whether Sid Easton had expressly told him to do this work, but he knew he expected it. Constable Woods gave evidence that he had seen de Ridder riding in the township on Easton and Co.'s horse carrying parcels in paper as if delivering meat, but could not say whether it was meat. Constable Sweeney gave similar evidence. L. Arnott said he had been employed in the shop and had seen de Ridder there, but he had left more than three months previously, and could not say what de Ridder had done since he (witness) had left. F. Bryant said he had been employed with Easton and Co., and had seen de Ridder serving in the shop and knew he had taken meat out to customers. A. E. Shadbolt said he had been employed at Easton and Co.'s shop for about a week and had seen de Ridder in the shop and had known him to take meat out to one customer. Witness added that there was very little for de Ridder to do. His Worship said that he could not hold that defendants were bound to pay de Ridder any more than the 15s agreed on. Though de Ridder was supposed to be employed on the books only, it was not unreasonable that he should do other small jobs about the shop without extra pay. The serving of customers and delivery of meat occasionally could not bring him under the award. The charges for breach of award and of the Shops and Offices Act would be dismissed, and on the claim for wages judgment would be for defendants, with £2 2s costs. (21, 76, 153, 756)
ad-headline: WELSBACH BURNERS & MANTLES! (851, 84, 943, 131)
divider (176, 61, 268, 62)
price-item: Beeston ... 12s 6d each. (839, 324, 918, 333)
column-4 (423, 42, 562, 1524)
list-item: 13 Roomed house, The Avenue, ¼ acre land, will rent at 15s, £425 or small deposit and balance as rent at 16s per week. (966, 1128, 1094, 1162)
notice-heading: MANAWATU ROWING CLUB. (565, 766, 689, 775)
stallion-ad (696, 583, 828, 741)
property-list (966, 362, 1094, 446)
